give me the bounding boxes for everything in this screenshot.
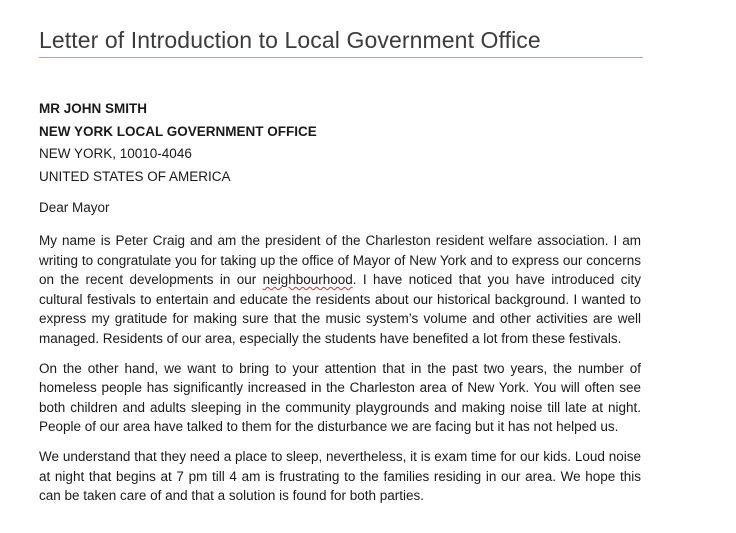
spellcheck-flagged-word[interactable]: neighbourhood xyxy=(262,272,353,288)
body-paragraph-3: We understand that they need a place to sleep, nevertheless, it is exam time for our kids. Loud noise at night that begins at 7 pm till 4 am is frustrating to the families residing in our area. We hope this can be taken care of and that a solution is found for both parties. xyxy=(39,448,641,504)
recipient-country: UNITED STATES OF AMERICA xyxy=(39,168,231,184)
recipient-city-zip: NEW YORK, 10010-4046 xyxy=(39,146,192,161)
title-underline-rule xyxy=(39,57,643,58)
recipient-name: MR JOHN SMITH xyxy=(39,101,147,116)
paragraph-text: My name is Peter Craig and am the president of the Charleston resident welfare association. I am writing to congratulate you for taking up the office of Mayor of New York and to express our concerns on the recent developments in our xyxy=(39,233,641,288)
paragraph-text: . I have noticed that you have introduced city cultural festivals to entertain and educate the residents about our historical background. I wanted to express my gratitude for making sure that the music system’s volume and other activities are well managed. Residents of our area, especially the students have benefited a lot from these festivals. xyxy=(39,272,641,346)
body-paragraph-1 xyxy=(39,231,641,349)
salutation: Dear Mayor xyxy=(39,200,110,215)
body-paragraph-2: On the other hand, we want to bring to your attention that in the past two years, the number of homeless people has significantly increased in the Charleston area of New York. You will often see both children and adults sleeping in the community playgrounds and making noise till late at night. People of our area have talked to them for the disturbance we are facing but it has not helped us. xyxy=(39,360,641,435)
recipient-address-block xyxy=(39,98,317,188)
letter-body xyxy=(39,231,641,516)
recipient-office: NEW YORK LOCAL GOVERNMENT OFFICE xyxy=(39,123,317,139)
document-title: Letter of Introduction to Local Government Office xyxy=(39,27,541,53)
